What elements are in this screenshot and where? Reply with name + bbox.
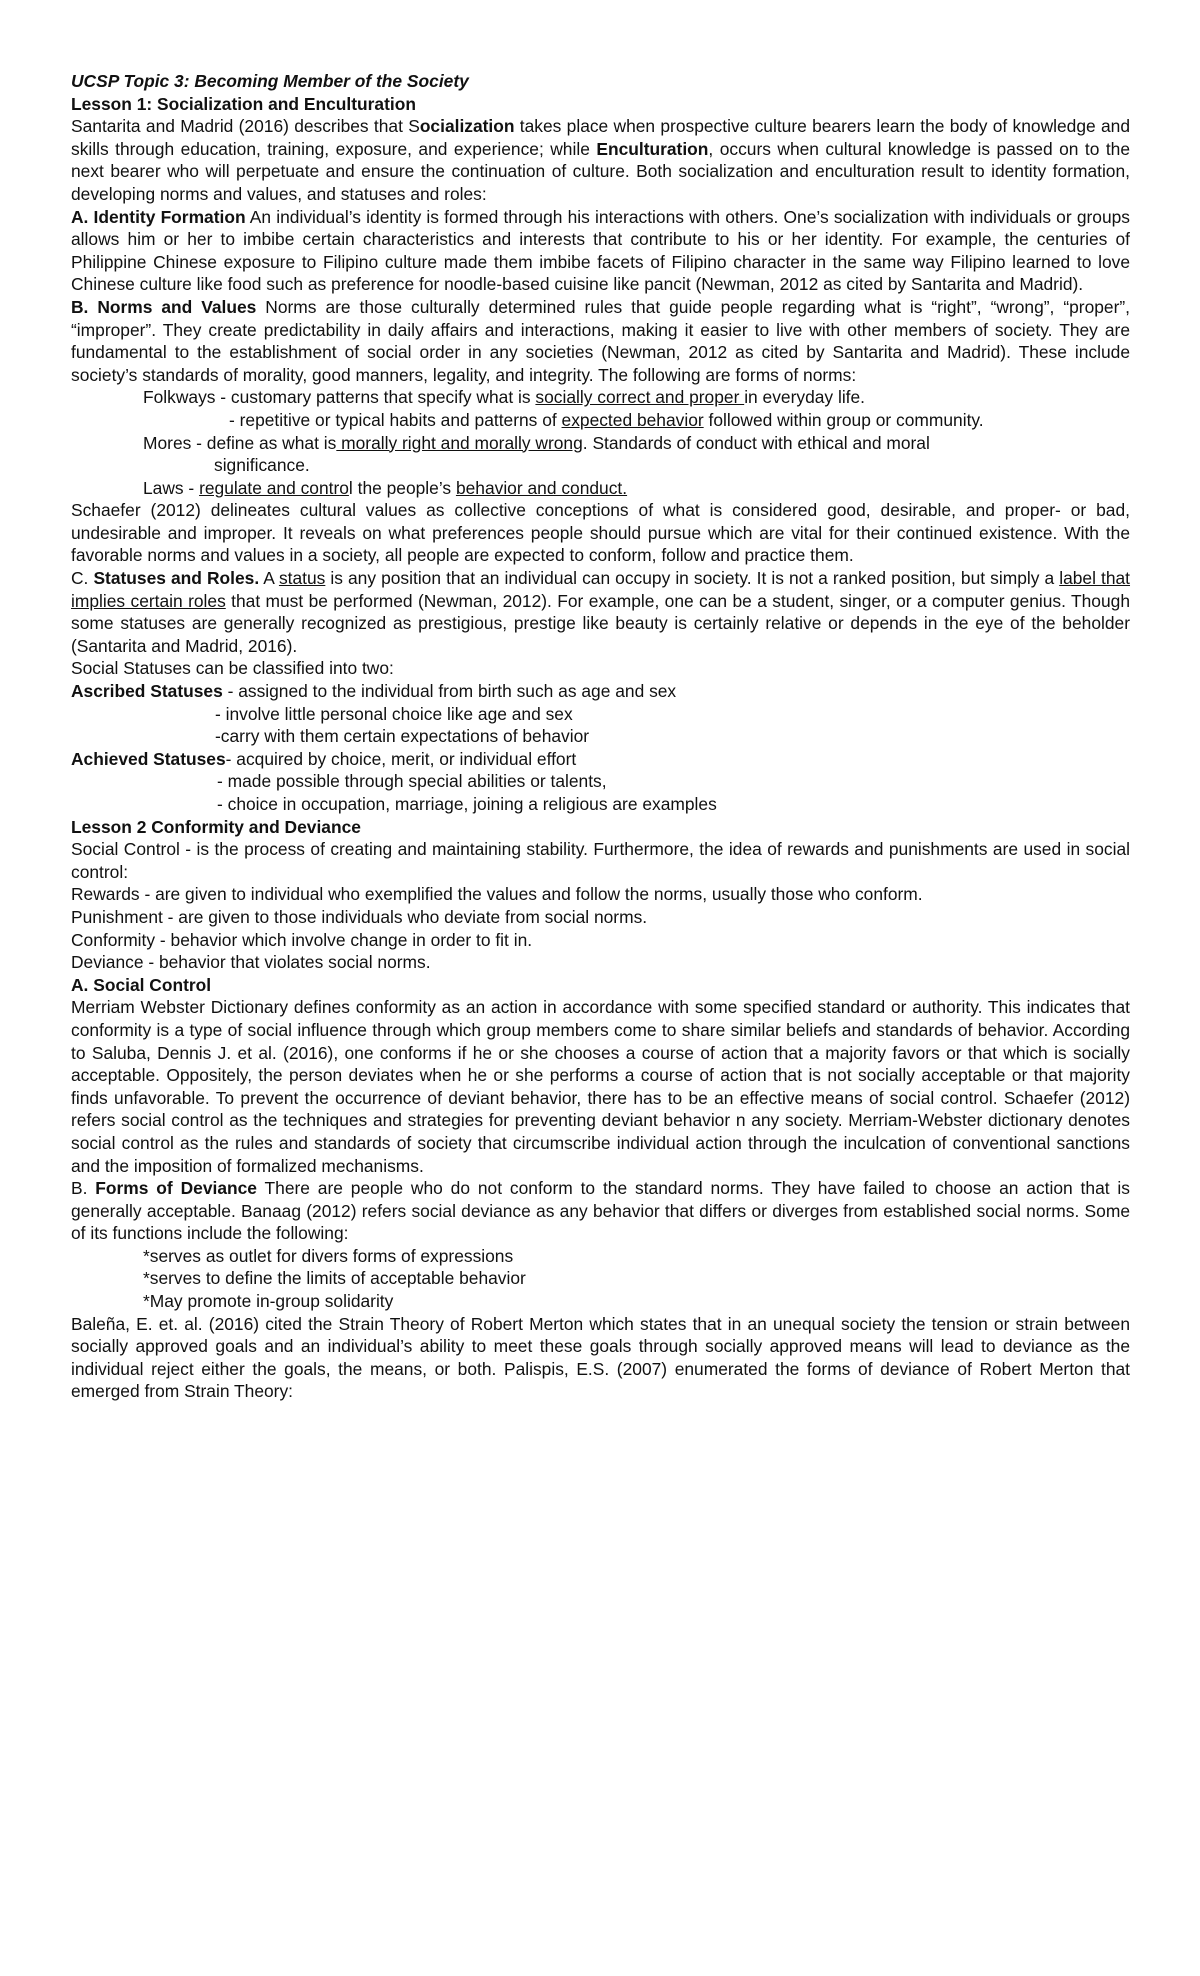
laws-line <box>71 477 1130 500</box>
norms-values-heading: B. Norms and Values <box>71 296 257 317</box>
text-run: - acquired by choice, merit, or individual effort <box>225 748 577 769</box>
statuses-roles-heading: Statuses and Roles. <box>93 568 260 589</box>
underlined-phrase: label that implies certain roles <box>71 568 1131 611</box>
norms-values-paragraph <box>71 296 1130 386</box>
text-run: Santarita and Madrid (2016) describes that S <box>71 116 420 137</box>
underlined-phrase: behavior and conduct. <box>455 477 628 498</box>
social-statuses-intro: Social Statuses can be classified into two: <box>71 658 394 679</box>
conformity-paragraph: Merriam Webster Dictionary defines conformity as an action in accordance with some specified standard or authority. This indicates that conformity is a type of social influence through which group members come to share similar beliefs and standards of behavior. According to Saluba, Dennis J. et al. (2016), one conforms if he or she chooses a course of action that a majority favors or that which is socially acceptable. Oppositely, the person deviates when he or she performs a course of action that is not socially acceptable or that majority finds unfavorable. To prevent the occurrence of deviant behavior, there has to be an effective means of social control. Schaefer (2012) refers social control as the techniques and strategies for preventing deviant behavior n any society. Merriam-Webster dictionary denotes social control as the rules and standards of society that circumscribe individual action through the inculcation of conventional sanctions and the imposition of formalized mechanisms. <box>71 997 1130 1176</box>
text-run: that must be performed (Newman, 2012). For example, one can be a student, singer, or a computer genius. Though some statuses are generally recognized as prestigious, prestige like beauty is certainly relative or depends in the eye of the beholder (Santarita and Madrid, 2016). <box>71 590 1130 656</box>
text-run: C. <box>71 568 94 589</box>
forms-of-deviance-heading: Forms of Deviance <box>95 1178 257 1199</box>
document-title: UCSP Topic 3: Becoming Member of the Society <box>71 71 469 91</box>
text-run: Laws - <box>143 477 200 498</box>
underlined-phrase: status <box>278 568 326 589</box>
socialization-term: ocialization <box>419 116 515 137</box>
ascribed-detail-line: -carry with them certain expectations of behavior <box>215 726 590 747</box>
enculturation-term: Enculturation <box>596 138 709 159</box>
conformity-line: Conformity - behavior which involve change in order to fit in. <box>71 929 533 950</box>
folkways-detail-line <box>71 409 1130 432</box>
achieved-detail-line: - made possible through special abilities or talents, <box>217 771 607 792</box>
underlined-phrase: morally right and morally wrong <box>336 432 583 453</box>
forms-of-deviance-paragraph <box>71 1177 1130 1245</box>
text-run: . Standards of conduct with ethical and moral <box>582 432 930 453</box>
identity-formation-paragraph <box>71 206 1130 296</box>
lesson-2-heading: Lesson 2 Conformity and Deviance <box>71 816 361 837</box>
text-run: Folkways - customary patterns that specify what is <box>143 387 536 408</box>
text-run: A <box>259 568 279 589</box>
text-run: - assigned to the individual from birth such as age and sex <box>222 681 677 702</box>
text-run: - repetitive or typical habits and patterns of <box>229 409 562 430</box>
mores-line <box>71 432 1130 455</box>
deviance-function-item: *serves to define the limits of acceptable behavior <box>143 1268 526 1289</box>
ascribed-detail-line: - involve little personal choice like age and sex <box>215 703 573 724</box>
underlined-phrase: socially correct and proper <box>535 387 745 408</box>
underlined-phrase: expected behavior <box>561 409 704 430</box>
ascribed-statuses-line <box>71 680 1130 703</box>
cultural-values-paragraph: Schaefer (2012) delineates cultural values as collective conceptions of what is considered good, desirable, and proper- or bad, undesirable and improper. It reveals on what preferences people should pursue which are vital for their continued existence. With the favorable norms and values in a society, all people are expected to conform, follow and practice them. <box>71 500 1130 566</box>
identity-formation-heading: A. Identity Formation <box>71 206 246 227</box>
achieved-statuses-line <box>71 748 1130 771</box>
underlined-phrase: regulate and contro <box>199 477 349 498</box>
folkways-line <box>71 386 1130 409</box>
text-run: takes place when prospective culture bearers learn the body of knowledge and skills through education, training, exposure, and experience; while <box>71 116 1130 159</box>
strain-theory-paragraph: Baleña, E. et. al. (2016) cited the Strain Theory of Robert Merton which states that in an unequal society the tension or strain between socially approved goals and an individual’s ability to meet these goals through socially approved means will lead to deviance as the individual reject either the goals, the means, or both. Palispis, E.S. (2007) enumerated the forms of deviance of Robert Merton that emerged from Strain Theory: <box>71 1313 1130 1402</box>
rewards-line: Rewards - are given to individual who exemplified the values and follow the norms, usually those who conform. <box>71 884 923 905</box>
deviance-function-item: *serves as outlet for divers forms of expressions <box>143 1245 514 1266</box>
text-run: is any position that an individual can occupy in society. It is not a ranked position, but simply a <box>325 568 1060 589</box>
social-control-definition: Social Control - is the process of creating and maintaining stability. Furthermore, the idea of rewards and punishments are used in social control: <box>71 839 1130 882</box>
text-run: followed within group or community. <box>703 409 984 430</box>
text-run: An individual’s identity is formed through his interactions with others. One’s socialization with individuals or groups allows him or her to imbibe certain characteristics and interests that contribute to his or her identity. For example, the centuries of Philippine Chinese exposure to Filipino culture made them imbibe facets of Filipino character in the same way Filipino learned to love Chinese culture like food such as preference for noodle-based cuisine like pancit (Newman, 2012 as cited by Santarita and Madrid). <box>71 206 1130 295</box>
text-run: , occurs when cultural knowledge is passed on to the next bearer who will perpetuate and ensure the continuation of culture. Both socialization and enculturation result to identity formation, developing norms and values, and statuses and roles: <box>71 138 1130 204</box>
text-run: Norms are those culturally determined rules that guide people regarding what is “right”, “wrong”, “proper”, “improper”. They create predictability in daily affairs and interactions, making it easier to live with other members of society. They are fundamental to the establishment of social order in any societies (Newman, 2012 as cited by Santarita and Madrid). These include society’s standards of morality, good manners, legality, and integrity. The following are forms of norms: <box>71 296 1130 385</box>
ascribed-statuses-heading: Ascribed Statuses <box>71 681 223 702</box>
text-run: in everyday life. <box>744 387 866 408</box>
lesson-1-heading: Lesson 1: Socialization and Enculturation <box>71 93 416 114</box>
statuses-roles-paragraph <box>71 567 1130 657</box>
text-run: l the people’s <box>348 477 456 498</box>
deviance-line: Deviance - behavior that violates social norms. <box>71 952 431 973</box>
text-run: B. <box>71 1178 96 1199</box>
achieved-statuses-heading: Achieved Statuses <box>71 748 226 769</box>
achieved-detail-line: - choice in occupation, marriage, joining a religious are examples <box>217 794 717 814</box>
socialization-paragraph <box>71 115 1130 205</box>
mores-continuation-line: significance. <box>214 455 310 476</box>
text-run: Mores - define as what is <box>143 432 337 453</box>
text-run: There are people who do not conform to the standard norms. They have failed to choose an action that is generally acceptable. Banaag (2012) refers social deviance as any behavior that differs or diverges from established social norms. Some of its functions include the following: <box>71 1178 1130 1244</box>
document-page <box>71 70 1130 1403</box>
punishment-line: Punishment - are given to those individuals who deviate from social norms. <box>71 906 648 927</box>
deviance-function-item: *May promote in-group solidarity <box>143 1291 394 1312</box>
social-control-heading: A. Social Control <box>71 974 212 995</box>
